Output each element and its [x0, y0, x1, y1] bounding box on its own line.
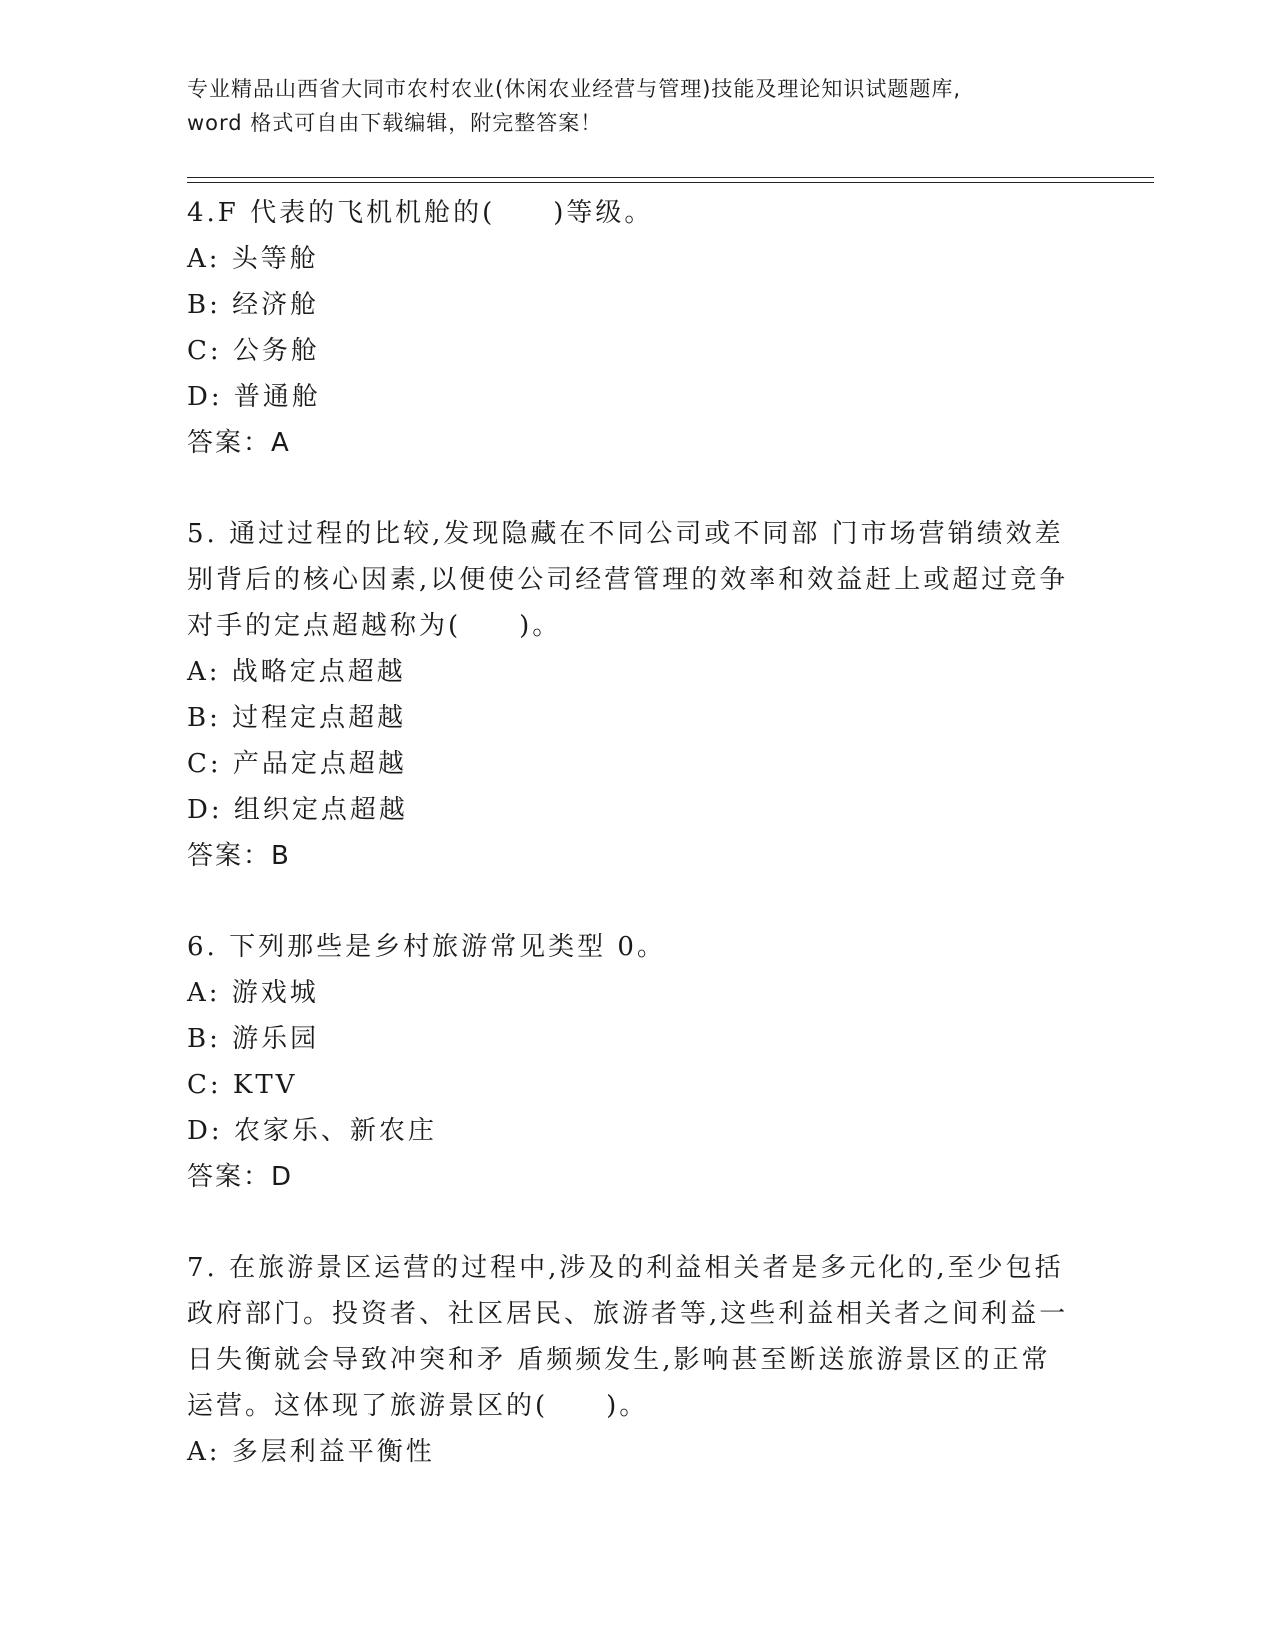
question-stem: 别背后的核心因素,以便使公司经营管理的效率和效益赶上或超过竞争 [187, 565, 1069, 595]
page-header [187, 72, 1087, 140]
header-title-line-2: word 格式可自由下载编辑，附完整答案！ [187, 111, 603, 135]
option-d: D: 农家乐、新农庄 [187, 1116, 437, 1146]
option-c: C: KTV [187, 1070, 298, 1100]
option-b: B: 过程定点超越 [187, 703, 407, 733]
answer-line: 答案：A [187, 428, 291, 458]
option-c: C: 公务舱 [187, 336, 320, 366]
question-stem: 7. 在旅游景区运营的过程中,涉及的利益相关者是多元化的,至少包括 [187, 1253, 1064, 1283]
question-item [187, 1245, 1087, 1475]
option-a: A: 头等舱 [187, 244, 319, 274]
option-c: C: 产品定点超越 [187, 749, 407, 779]
header-divider-top [187, 177, 1154, 178]
question-item [187, 924, 1087, 1200]
question-stem: 对手的定点超越称为( )。 [187, 611, 562, 641]
answer-line: 答案：D [187, 1162, 294, 1192]
question-stem: 政府部门。投资者、社区居民、旅游者等,这些利益相关者之间利益一 [187, 1299, 1069, 1329]
question-stem: 运营。这体现了旅游景区的( )。 [187, 1391, 649, 1421]
question-list [187, 190, 1087, 1475]
question-item [187, 190, 1087, 466]
option-d: D: 组织定点超越 [187, 795, 408, 825]
question-stem: 5. 通过过程的比较,发现隐藏在不同公司或不同部 门市场营销绩效差 [187, 519, 1064, 549]
question-stem: 6. 下列那些是乡村旅游常见类型 0。 [187, 932, 666, 962]
option-a: A: 多层利益平衡性 [187, 1437, 435, 1467]
option-a: A: 战略定点超越 [187, 657, 406, 687]
option-a: A: 游戏城 [187, 978, 319, 1008]
answer-line: 答案：B [187, 841, 291, 871]
header-title-line-1: 专业精品山西省大同市农村农业(休闲农业经营与管理)技能及理论知识试题题库, [187, 77, 962, 101]
question-item [187, 511, 1087, 879]
option-b: B: 经济舱 [187, 290, 320, 320]
question-stem: 4.F 代表的飞机机舱的( )等级。 [187, 198, 654, 228]
option-b: B: 游乐园 [187, 1024, 320, 1054]
question-stem: 日失衡就会导致冲突和矛 盾频频发生,影响甚至断送旅游景区的正常 [187, 1345, 1051, 1375]
header-divider-bottom [187, 182, 1154, 183]
option-d: D: 普通舱 [187, 382, 321, 412]
